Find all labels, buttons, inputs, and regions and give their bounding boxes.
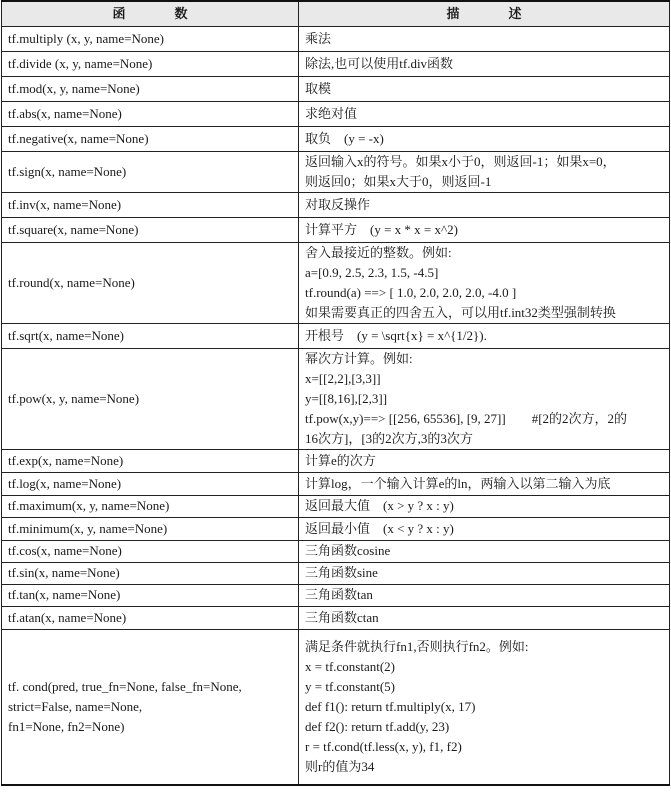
function-description	[299, 101, 670, 126]
description-line: 求绝对值	[305, 105, 358, 121]
function-description	[299, 517, 670, 540]
function-signature: tf.cos(x, name=None)	[2, 540, 299, 562]
table-row	[2, 51, 670, 76]
table-row	[2, 192, 670, 217]
description-line: y=[[8,16],[2,3]]	[305, 390, 388, 406]
description-line: 满足条件就执行fn1,否则执行fn2。例如:	[305, 638, 529, 654]
table-row	[2, 101, 670, 126]
function-signature: tf.pow(x, y, name=None)	[2, 348, 299, 449]
description-line: 幂次方计算。例如:	[305, 350, 413, 366]
description-line: 取负 (y = -x)	[305, 130, 384, 146]
description-line: 三角函数cosine	[305, 543, 391, 558]
table-row	[2, 126, 670, 151]
function-signature: tf.square(x, name=None)	[2, 217, 299, 242]
function-description	[299, 495, 670, 517]
table-row	[2, 217, 670, 242]
description-line: 对取反操作	[305, 196, 371, 212]
header-function: 函 数	[2, 1, 299, 26]
table-row	[2, 584, 670, 606]
table-row	[2, 348, 670, 449]
table-row	[2, 540, 670, 562]
function-description	[299, 348, 670, 449]
description-line: y = tf.constant(5)	[305, 678, 396, 694]
tf-math-functions-table	[1, 0, 670, 786]
function-description	[299, 151, 670, 192]
table-row	[2, 517, 670, 540]
function-signature: tf.log(x, name=None)	[2, 472, 299, 495]
description-line: 三角函数ctan	[305, 609, 379, 625]
description-line: tf.pow(x,y)==> [[256, 65536], [9, 27]] #[2的2次方，2的	[305, 410, 628, 426]
description-line: 则r的值为34	[305, 758, 375, 774]
function-signature: tf.exp(x, name=None)	[2, 449, 299, 472]
function-signature: tf.multiply (x, y, name=None)	[2, 26, 299, 51]
description-line: 取模	[305, 80, 332, 96]
function-description	[299, 192, 670, 217]
function-signature: tf.sqrt(x, name=None)	[2, 323, 299, 348]
function-description	[299, 26, 670, 51]
function-description	[299, 606, 670, 629]
description-line: 返回输入x的符号。如果x小于0，则返回-1；如果x=0，	[305, 153, 616, 169]
description-line: 则返回0；如果x大于0，则返回-1	[305, 173, 492, 189]
description-line: a=[0.9, 2.5, 2.3, 1.5, -4.5]	[305, 264, 439, 280]
table-row	[2, 472, 670, 495]
description-line: 如果需要真正的四舍五入，可以用tf.int32类型强制转换	[305, 304, 616, 320]
function-description	[299, 562, 670, 584]
table-row	[2, 495, 670, 517]
table-row	[2, 242, 670, 323]
function-signature: tf.maximum(x, y, name=None)	[2, 495, 299, 517]
description-line: 计算平方 (y = x * x = x^2)	[305, 221, 458, 237]
description-line: 计算log，一个输入计算e的ln，两输入以第二输入为底	[305, 475, 611, 491]
table-row	[2, 26, 670, 51]
description-line: def f1(): return tf.multiply(x, 17)	[305, 698, 476, 714]
header-description: 描 述	[299, 1, 670, 26]
function-signature: tf. cond(pred, true_fn=None, false_fn=None, strict=False, name=None, fn1=None, fn2=None)	[2, 629, 299, 785]
function-signature: tf.abs(x, name=None)	[2, 101, 299, 126]
function-signature: tf.minimum(x, y, name=None)	[2, 517, 299, 540]
table-row	[2, 606, 670, 629]
function-description	[299, 472, 670, 495]
function-description	[299, 323, 670, 348]
function-signature: tf.sign(x, name=None)	[2, 151, 299, 192]
description-line: x = tf.constant(2)	[305, 658, 396, 674]
table-row	[2, 151, 670, 192]
function-description	[299, 126, 670, 151]
description-line: 返回最小值 (x < y ? x : y)	[305, 520, 454, 536]
table-row	[2, 562, 670, 584]
function-description	[299, 540, 670, 562]
function-description	[299, 51, 670, 76]
table-row	[2, 449, 670, 472]
description-line: r = tf.cond(tf.less(x, y), f1, f2)	[305, 738, 462, 754]
function-signature: tf.atan(x, name=None)	[2, 606, 299, 629]
function-signature: tf.round(x, name=None)	[2, 242, 299, 323]
function-description	[299, 449, 670, 472]
description-line: tf.round(a) ==> [ 1.0, 2.0, 2.0, 2.0, -4.0 ]	[305, 284, 517, 300]
function-description	[299, 629, 670, 785]
table-row	[2, 629, 670, 785]
description-line: x=[[2,2],[3,3]]	[305, 370, 381, 386]
header-row	[2, 1, 670, 26]
description-line: 乘法	[305, 30, 332, 46]
description-line: def f2(): return tf.add(y, 23)	[305, 718, 450, 734]
function-signature: tf.inv(x, name=None)	[2, 192, 299, 217]
description-line: 16次方]，[3的2次方,3的3次方	[305, 430, 473, 446]
function-description	[299, 76, 670, 101]
table-row	[2, 76, 670, 101]
function-description	[299, 584, 670, 606]
function-signature: tf.tan(x, name=None)	[2, 584, 299, 606]
description-line: 计算e的次方	[305, 452, 376, 468]
function-description	[299, 217, 670, 242]
function-signature: tf.divide (x, y, name=None)	[2, 51, 299, 76]
description-line: 返回最大值 (x > y ? x : y)	[305, 498, 454, 513]
function-signature: tf.mod(x, y, name=None)	[2, 76, 299, 101]
table-row	[2, 323, 670, 348]
function-signature: tf.negative(x, name=None)	[2, 126, 299, 151]
function-signature: tf.sin(x, name=None)	[2, 562, 299, 584]
description-line: 三角函数sine	[305, 565, 378, 580]
description-line: 开根号 (y = \sqrt{x} = x^{1/2}).	[305, 327, 487, 343]
description-line: 舍入最接近的整数。例如:	[305, 244, 452, 260]
description-line: 三角函数tan	[305, 587, 373, 602]
description-line: 除法,也可以使用tf.div函数	[305, 55, 454, 71]
function-description	[299, 242, 670, 323]
